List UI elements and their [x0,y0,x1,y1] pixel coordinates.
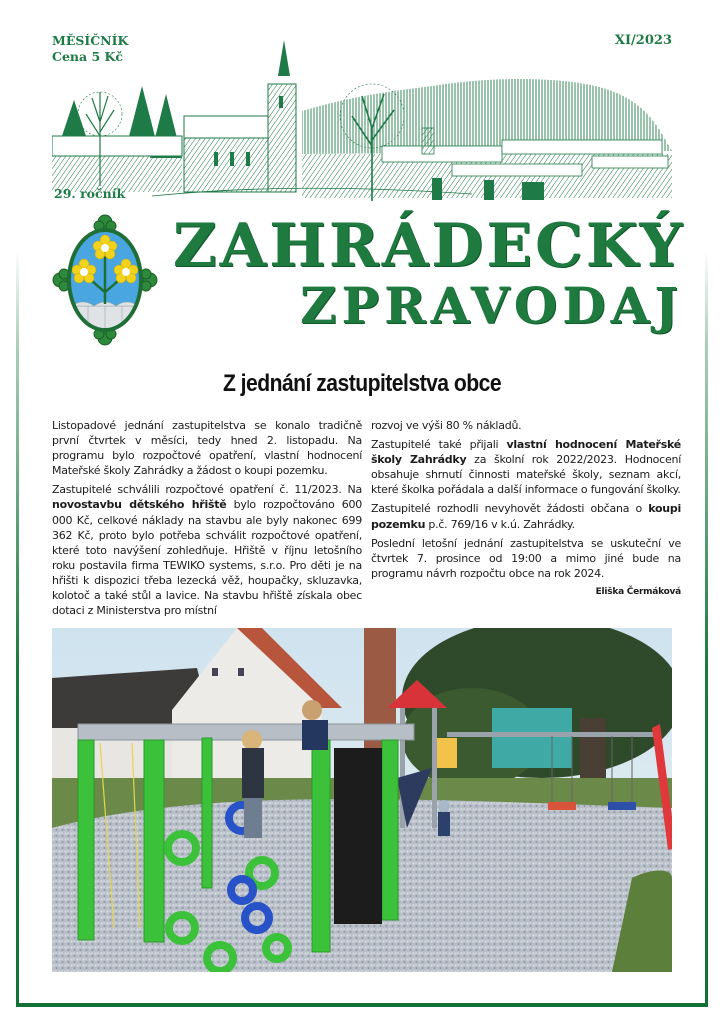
emphasized-text: vlastní hodnocení Mateřské školy Zahrádky [371,438,681,467]
article-author: Eliška Čermáková [595,586,681,597]
paragraph-text: Zastupitelé rozhodli nevyhovět žádosti občana o [371,502,649,516]
page-frame-right [705,250,708,1007]
article-headline: Z jednání zastupitelstva obce [222,370,502,397]
price-label: Cena 5 Kč [52,49,123,64]
emphasized-text: novostavbu dětského hřiště [52,498,227,512]
church-icon [184,40,296,192]
paragraph-text: rozvoj ve výši 80 % nákladů. [371,419,522,432]
coat-of-arms-icon [52,212,158,348]
newsletter-title [160,211,690,335]
paragraph-text: za školní rok 2022/2023. Hodnocení obsahuje shrnutí činnosti mateřské školy, seznam akcí, které školka pořádala a další informace o fungování školky. [371,453,681,497]
article-column-right [371,418,681,600]
article-paragraph [371,536,681,581]
article-paragraph [52,482,362,618]
issue-number: XI/2023 [614,33,672,48]
page-frame-bottom [16,1003,708,1007]
article-paragraph [371,418,681,433]
volume-label: 29. ročník [54,186,126,201]
article-column-left [52,418,362,622]
paragraph-text: Listopadové jednání zastupitelstva se konalo tradičně první čtvrtek v měsíci, tedy hned 2. listopadu. Na programu bylo rozpočtové opatření, vlastní hodnocení Mateřské školy Zahrádky a žádost o koupi pozemku. [52,419,362,478]
paragraph-text: p.č. 769/16 v k.ú. Zahrádky. [425,517,575,531]
paragraph-text: Poslední letošní jednání zastupitelstva se uskuteční ve čtvrtek 7. prosince od 19:00 a mimo jiné bude na programu návrh rozpočtu obce na rok 2024. [371,536,681,580]
playground-photo [52,628,672,972]
title-line-1: ZAHRÁDECKÝ [172,211,686,281]
frequency-label: MĚSÍČNÍK [52,33,129,48]
emphasized-text: koupi pozemku [371,502,681,531]
title-line-2: ZPRAVODAJ [300,276,684,335]
article-paragraph [371,501,681,531]
village-illustration [52,36,672,216]
paragraph-text: Zastupitelé schválili rozpočtové opatření č. 11/2023. Na [52,483,362,497]
article-paragraph [52,418,362,478]
paragraph-text: bylo rozpočtováno 600 000 Kč, celkové náklady na stavbu ale byly nakonec 699 362 Kč, proto bylo potřeba schválit rozpočtové opatření, které toto navýšení zohledňuje. Hřiště v říjnu letošního roku postavila firma TEWIKO systems, s.r.o. Pro děti je na hřišti k dispozici třeba lezecká věž, houpačky, skluzavka, kolotoč a také stůl a lavice. Na stavbu hřiště získala obec dotaci z Ministerstva pro místní [52,498,362,618]
page-frame-left [16,250,19,1007]
article-paragraph [371,437,681,497]
paragraph-text: Zastupitelé také přijali [371,438,507,452]
